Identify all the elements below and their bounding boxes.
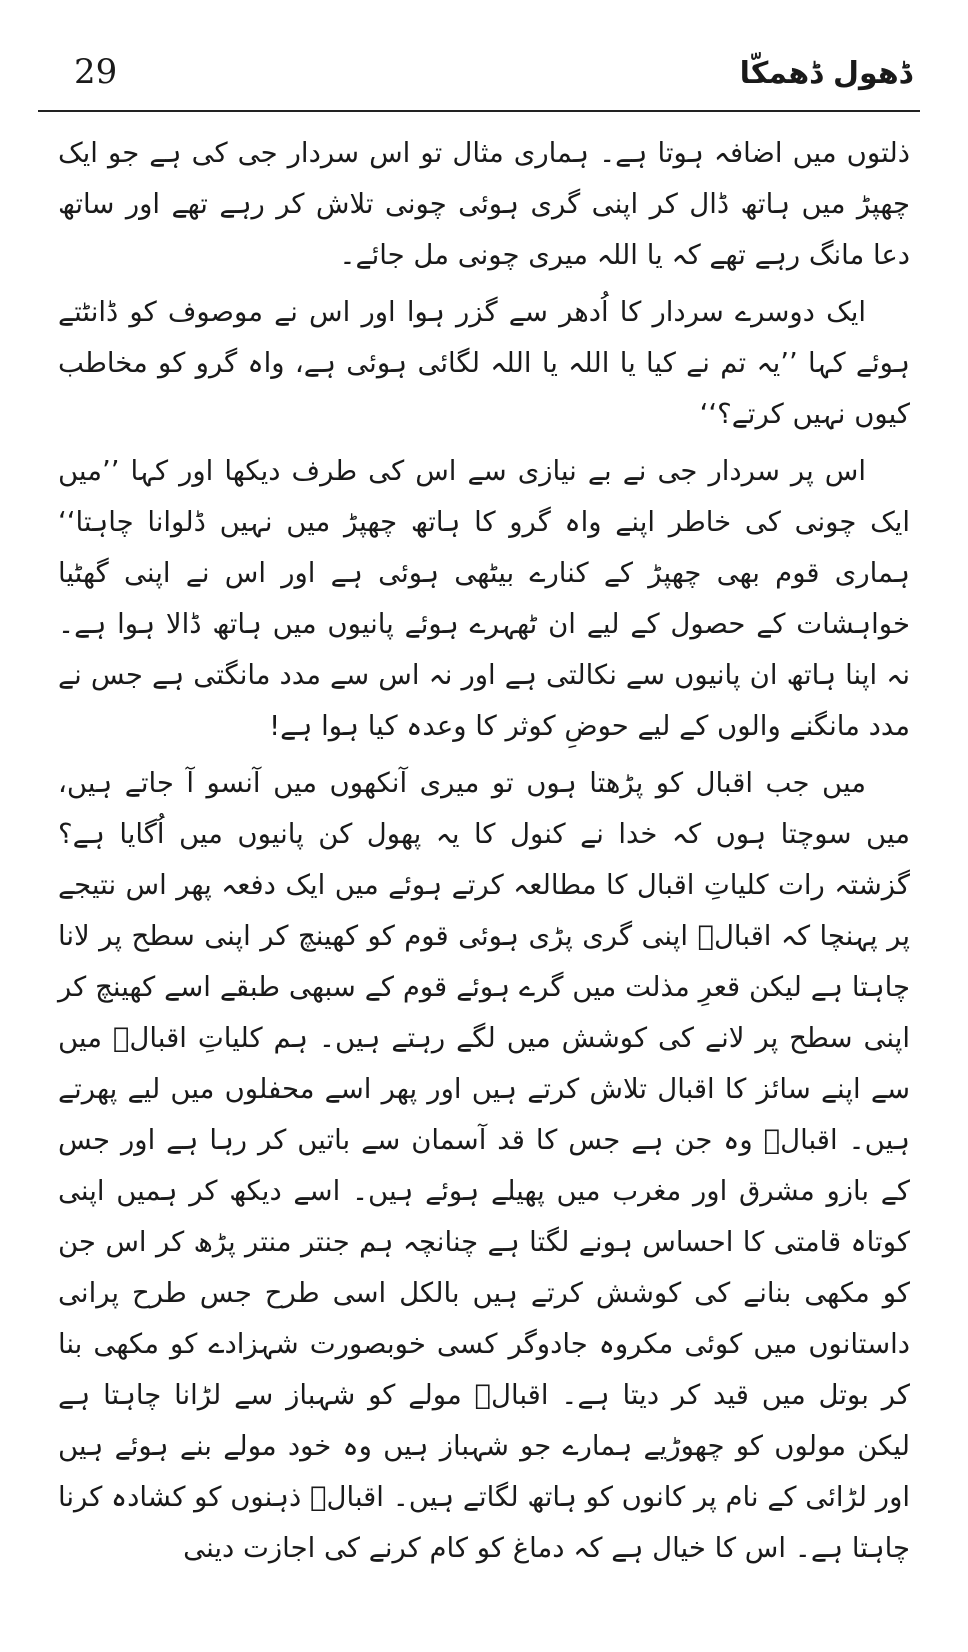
paragraph-4: میں جب اقبال کو پڑھتا ہوں تو میری آنکھوں میں آنسو آ جاتے ہیں، میں سوچتا ہوں کہ خدا نے کنول کا یہ پھول کن پانیوں میں اُگایا ہے؟ گزشتہ رات کلیاتِ اقبال کا مطالعہ کرتے ہوئے میں ایک دفعہ پھر اس نتیجے پر پہنچا کہ اقبالؒ اپنی گری پڑی ہوئی قوم کو کھینچ کر اپنی سطح پر لانا چاہتا ہے لیکن قعرِ مذلت میں گرے ہوئے قوم کے سبھی طبقے اسے کھینچ کر اپنی سطح پر لانے کی کوشش میں لگے رہتے ہیں۔ ہم کلیاتِ اقبالؒ میں سے اپنے سائز کا اقبال تلاش کرتے ہیں اور پھر اسے محفلوں میں لیے پھرتے ہیں۔ اقبالؒ وہ جن ہے جس کا قد آسمان سے باتیں کر رہا ہے اور جس کے بازو مشرق اور مغرب میں پھیلے ہوئے ہیں۔ اسے دیکھ کر ہمیں اپنی کوتاہ قامتی کا احساس ہونے لگتا ہے چنانچہ ہم جنتر منتر پڑھ کر اس جن کو مکھی بنانے کی کوشش کرتے ہیں بالکل اسی طرح جس طرح پرانی داستانوں میں کوئی مکروہ جادوگر کسی خوبصورت شہزادے کو مکھی بنا کر بوتل میں قید کر دیتا ہے۔ اقبالؒ مولے کو شہباز سے لڑانا چاہتا ہے لیکن مولوں کو چھوڑیے ہمارے جو شہباز ہیں وہ خود مولے بنے ہوئے ہیں اور لڑائی کے نام پر کانوں کو ہاتھ لگاتے ہیں۔ اقبالؒ ذہنوں کو کشادہ کرنا چاہتا ہے۔ اس کا خیال ہے کہ دماغ کو کام کرنے کی اجازت دینی (58, 767, 910, 1564)
page-header (38, 40, 920, 110)
header-divider (38, 110, 920, 112)
running-title: ڈھول ڈھمکّا (739, 56, 912, 91)
paragraph-2: ایک دوسرے سردار کا اُدھر سے گزر ہوا اور اس نے موصوف کو ڈانٹتے ہوئے کہا ’’یہ تم نے کیا یا اللہ یا اللہ لگائی ہوئی ہے، واہ گرو کو مخاطب کیوں نہیں کرتے؟‘‘ (58, 296, 910, 430)
paragraph-1: ذلتوں میں اضافہ ہوتا ہے۔ ہماری مثال تو اس سردار جی کی ہے جو ایک چھپڑ میں ہاتھ ڈال کر اپنی گری ہوئی چونی تلاش کر رہے تھے اور ساتھ دعا مانگ رہے تھے کہ یا اللہ میری چونی مل جائے۔ (58, 137, 910, 271)
page-body (58, 128, 910, 1580)
page-number: 29 (74, 52, 118, 92)
paragraph-3: اس پر سردار جی نے بے نیازی سے اس کی طرف دیکھا اور کہا ’’میں ایک چونی کی خاطر اپنے واہ گرو کا ہاتھ چھپڑ میں نہیں ڈلوانا چاہتا‘‘ ہماری قوم بھی چھپڑ کے کنارے بیٹھی ہوئی ہے اور اس نے اپنی گھٹیا خواہشات کے حصول کے لیے ان ٹھہرے ہوئے پانیوں میں ہاتھ ڈالا ہوا ہے۔ نہ اپنا ہاتھ ان پانیوں سے نکالتی ہے اور نہ اس سے مدد مانگتی ہے جس نے مدد مانگنے والوں کے لیے حوضِ کوثر کا وعدہ کیا ہوا ہے! (58, 455, 910, 742)
